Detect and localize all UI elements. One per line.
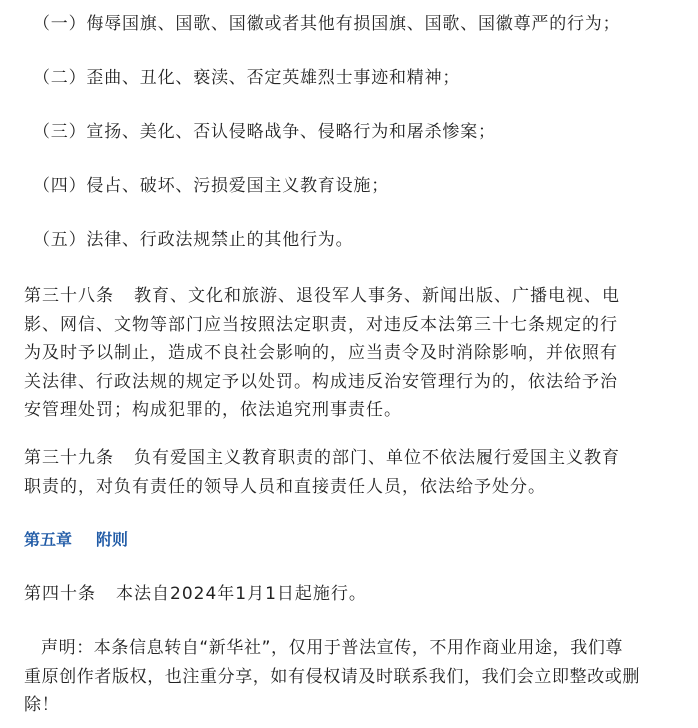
- disclaimer-line-2: 重原创作者版权，也注重分享，如有侵权请及时联系我们，我们会立即整改或删: [24, 666, 640, 687]
- article-39-line-1: [24, 444, 674, 473]
- chapter-title: 附则: [96, 530, 129, 549]
- list-item: （四）侵占、破坏、污损爱国主义教育设施；: [33, 176, 389, 196]
- chapter-heading: [24, 528, 128, 552]
- chapter-number: 第五章: [24, 530, 73, 549]
- list-item: （二）歪曲、丑化、亵渎、否定英雄烈士事迹和精神；: [33, 68, 461, 88]
- article-38: [24, 282, 674, 425]
- article-38-text: 教育、文化和旅游、退役军人事务、新闻出版、广播电视、电: [134, 286, 620, 306]
- article-38-number: 第三十八条: [24, 286, 114, 306]
- article-39-line-2: 职责的，对负有责任的领导人员和直接责任人员，依法给予处分。: [24, 476, 546, 497]
- article-40-line: [24, 580, 674, 609]
- article-40: [24, 580, 674, 609]
- article-40-number: 第四十条: [24, 584, 96, 604]
- disclaimer-line-3: 除！: [24, 695, 60, 715]
- article-40-text: 本法自2024年1月1日起施行。: [116, 584, 367, 604]
- disclaimer: [24, 634, 674, 720]
- list-item: （一）侮辱国旗、国歌、国徽或者其他有损国旗、国歌、国徽尊严的行为；: [33, 14, 621, 34]
- article-39-number: 第三十九条: [24, 448, 114, 468]
- disclaimer-line-1: 声明：本条信息转自“新华社”，仅用于普法宣传，不用作商业用途，我们尊: [41, 638, 624, 658]
- article-38-line-3: 为及时予以制止，造成不良社会影响的，应当责令及时消除影响，并依照有: [24, 343, 618, 363]
- article-38-line-1: [24, 282, 674, 311]
- article-39-text: 负有爱国主义教育职责的部门、单位不依法履行爱国主义教育: [134, 448, 620, 468]
- article-39: [24, 444, 674, 501]
- list-item: （三）宣扬、美化、否认侵略战争、侵略行为和屠杀惨案；: [33, 122, 496, 142]
- article-38-line-5: 安管理处罚；构成犯罪的，依法追究刑事责任。: [24, 400, 402, 420]
- article-38-line-2: 影、网信、文物等部门应当按照法定职责，对违反本法第三十七条规定的行: [24, 314, 618, 335]
- list-item: （五）法律、行政法规禁止的其他行为。: [33, 230, 354, 250]
- article-38-line-4: 关法律、行政法规的规定予以处罚。构成违反治安管理行为的，依法给予治: [24, 371, 618, 392]
